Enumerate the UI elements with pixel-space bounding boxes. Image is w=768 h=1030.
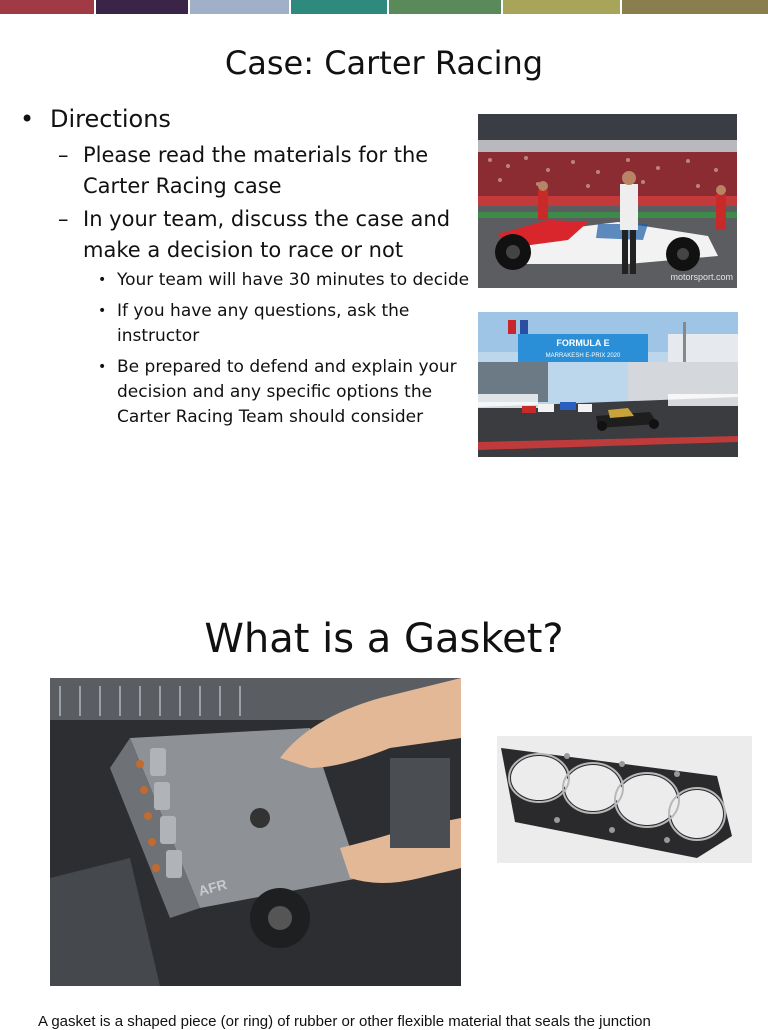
engine-badge-text: AFR: [196, 875, 229, 899]
detail-questions: [20, 299, 470, 349]
stripe-segment: [190, 0, 289, 14]
subitem-read-materials: [20, 140, 470, 202]
stripe-segment: [389, 0, 501, 14]
gasket-photo: [497, 736, 752, 863]
formula-e-race-photo: [478, 312, 738, 457]
photo-watermark: motorsport.com: [670, 272, 733, 282]
bullet-dot-icon: •: [98, 272, 107, 288]
engine-photo: [50, 678, 461, 986]
stripe-segment: [96, 0, 188, 14]
stripe-segment: [291, 0, 387, 14]
gasket-definition-caption: A gasket is a shaped piece (or ring) of rubber or other flexible material that seals the junction: [38, 1013, 651, 1030]
slide-title-carter-racing: Case: Carter Racing: [224, 44, 544, 82]
banner-subtitle: MARRAKESH E-PRIX 2020: [545, 353, 621, 359]
detail-text: If you have any questions, ask the instructor: [117, 301, 410, 346]
detail-defend-decision: [20, 355, 470, 430]
stripe-segment: [0, 0, 94, 14]
slide-title-what-is-gasket: What is a Gasket?: [204, 616, 564, 662]
detail-text: Be prepared to defend and explain your decision and any specific options the Carter Racing Team should consider: [117, 357, 457, 427]
bullet-dot-icon: •: [98, 359, 107, 375]
detail-text: Your team will have 30 minutes to decide: [117, 270, 470, 290]
stripe-segment: [503, 0, 620, 14]
dash-icon: –: [58, 207, 69, 231]
detail-time-limit: [20, 268, 470, 293]
subitem-discuss-case: [20, 204, 470, 266]
bullet-dot-icon: •: [98, 303, 107, 319]
header-stripe-bar: [0, 0, 768, 14]
bullet-directions: [20, 104, 470, 134]
subitem-text: Please read the materials for the Carter Racing case: [83, 143, 429, 198]
bullet-dot-icon: •: [20, 105, 35, 133]
banner-title: FORMULA E: [556, 338, 610, 348]
dash-icon: –: [58, 143, 69, 167]
directions-bullet-list: [20, 104, 470, 436]
bullet-text: Directions: [50, 105, 171, 133]
stripe-segment: [622, 0, 768, 14]
subitem-text: In your team, discuss the case and make a decision to race or not: [83, 207, 451, 262]
race-car-grid-photo: [478, 114, 737, 288]
